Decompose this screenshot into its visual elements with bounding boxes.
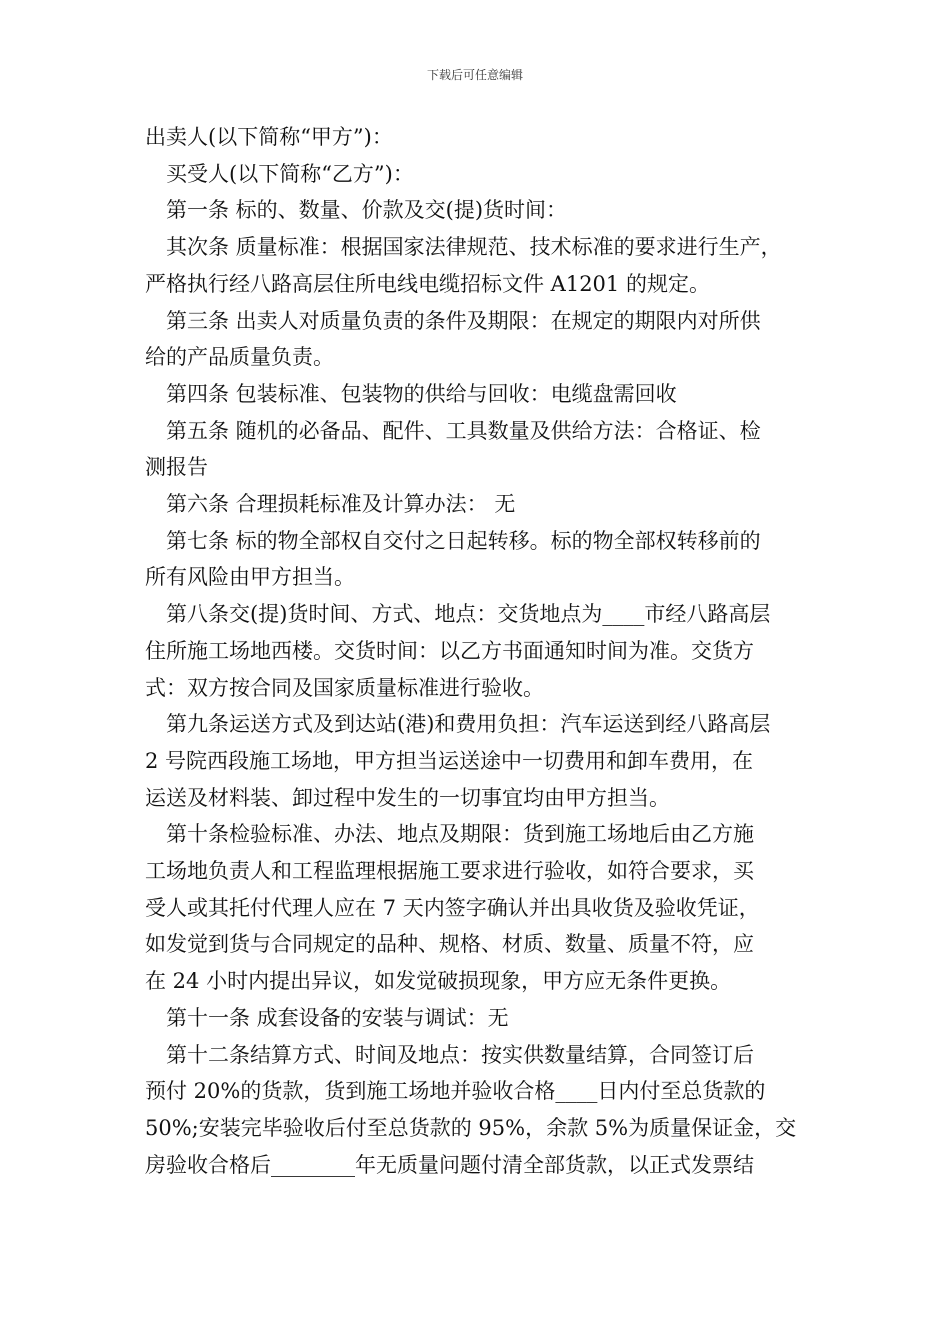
text-line: 第十二条结算方式、时间及地点：按实供数量结算，合同签订后 [166,1042,754,1067]
text-line: 在 24 小时内提出异议，如发觉破损现象，甲方应无条件更换。 [145,969,732,994]
text-line: 预付 20%的货款，货到施工场地并验收合格____日内付至总货款的 [145,1079,766,1104]
contract-body [145,119,810,1183]
text-line: 其次条 质量标准：根据国家法律规范、技术标准的要求进行生产， [166,235,782,260]
text-line: 测报告 [145,455,208,480]
text-line: 第七条 标的物全部权自交付之日起转移。标的物全部权转移前的 [166,528,761,553]
text-line: 住所施工场地西楼。交货时间：以乙方书面通知时间为准。交货方 [145,638,754,663]
text-line: 第十条检验标准、办法、地点及期限：货到施工场地后由乙方施 [166,822,754,847]
text-line: 出卖人(以下简称“甲方”)： [145,125,393,149]
text-line: 第四条 包装标准、包装物的供给与回收：电缆盘需回收 [166,381,677,406]
text-line: 给的产品质量负责。 [145,345,334,370]
text-line: 第六条 合理损耗标准及计算办法： 无 [166,492,516,517]
text-line: 运送及材料装、卸过程中发生的一切事宜均由甲方担当。 [145,785,670,810]
text-line: 受人或其托付代理人应在 7 天内签字确认并出具收货及验收凭证， [145,895,760,920]
text-line: 严格执行经八路高层住所电线电缆招标文件 A1201 的规定。 [145,271,710,296]
text-line: 第三条 出卖人对质量负责的条件及期限：在规定的期限内对所供 [166,308,761,333]
text-line: 第八条交(提)货时间、方式、地点：交货地点为____市经八路高层 [166,602,771,627]
text-line: 如发觉到货与合同规定的品种、规格、材质、数量、质量不符，应 [145,932,754,957]
text-line: 50%;安装完毕验收后付至总货款的 95%，余款 5%为质量保证金，交 [145,1115,797,1140]
text-line: 第五条 随机的必备品、配件、工具数量及供给方法：合格证、检 [166,418,761,443]
text-line: 第十一条 成套设备的安装与调试：无 [166,1005,509,1030]
header-note: 下载后可任意编辑 [426,68,523,82]
text-line: 买受人(以下简称“乙方”)： [166,161,414,186]
text-line: 工场地负责人和工程监理根据施工要求进行验收，如符合要求，买 [145,859,754,884]
text-line: 所有风险由甲方担当。 [145,565,355,590]
text-line: 第一条 标的、数量、价款及交(提)货时间： [166,198,568,223]
text-line: 第九条运送方式及到达站(港)和费用负担：汽车运送到经八路高层 [166,712,771,737]
text-line: 式：双方按合同及国家质量标准进行验收。 [145,675,544,700]
text-line: 房验收合格后________年无质量问题付清全部货款，以正式发票结 [145,1152,754,1177]
text-line: 2 号院西段施工场地，甲方担当运送途中一切费用和卸车费用，在 [145,748,754,773]
